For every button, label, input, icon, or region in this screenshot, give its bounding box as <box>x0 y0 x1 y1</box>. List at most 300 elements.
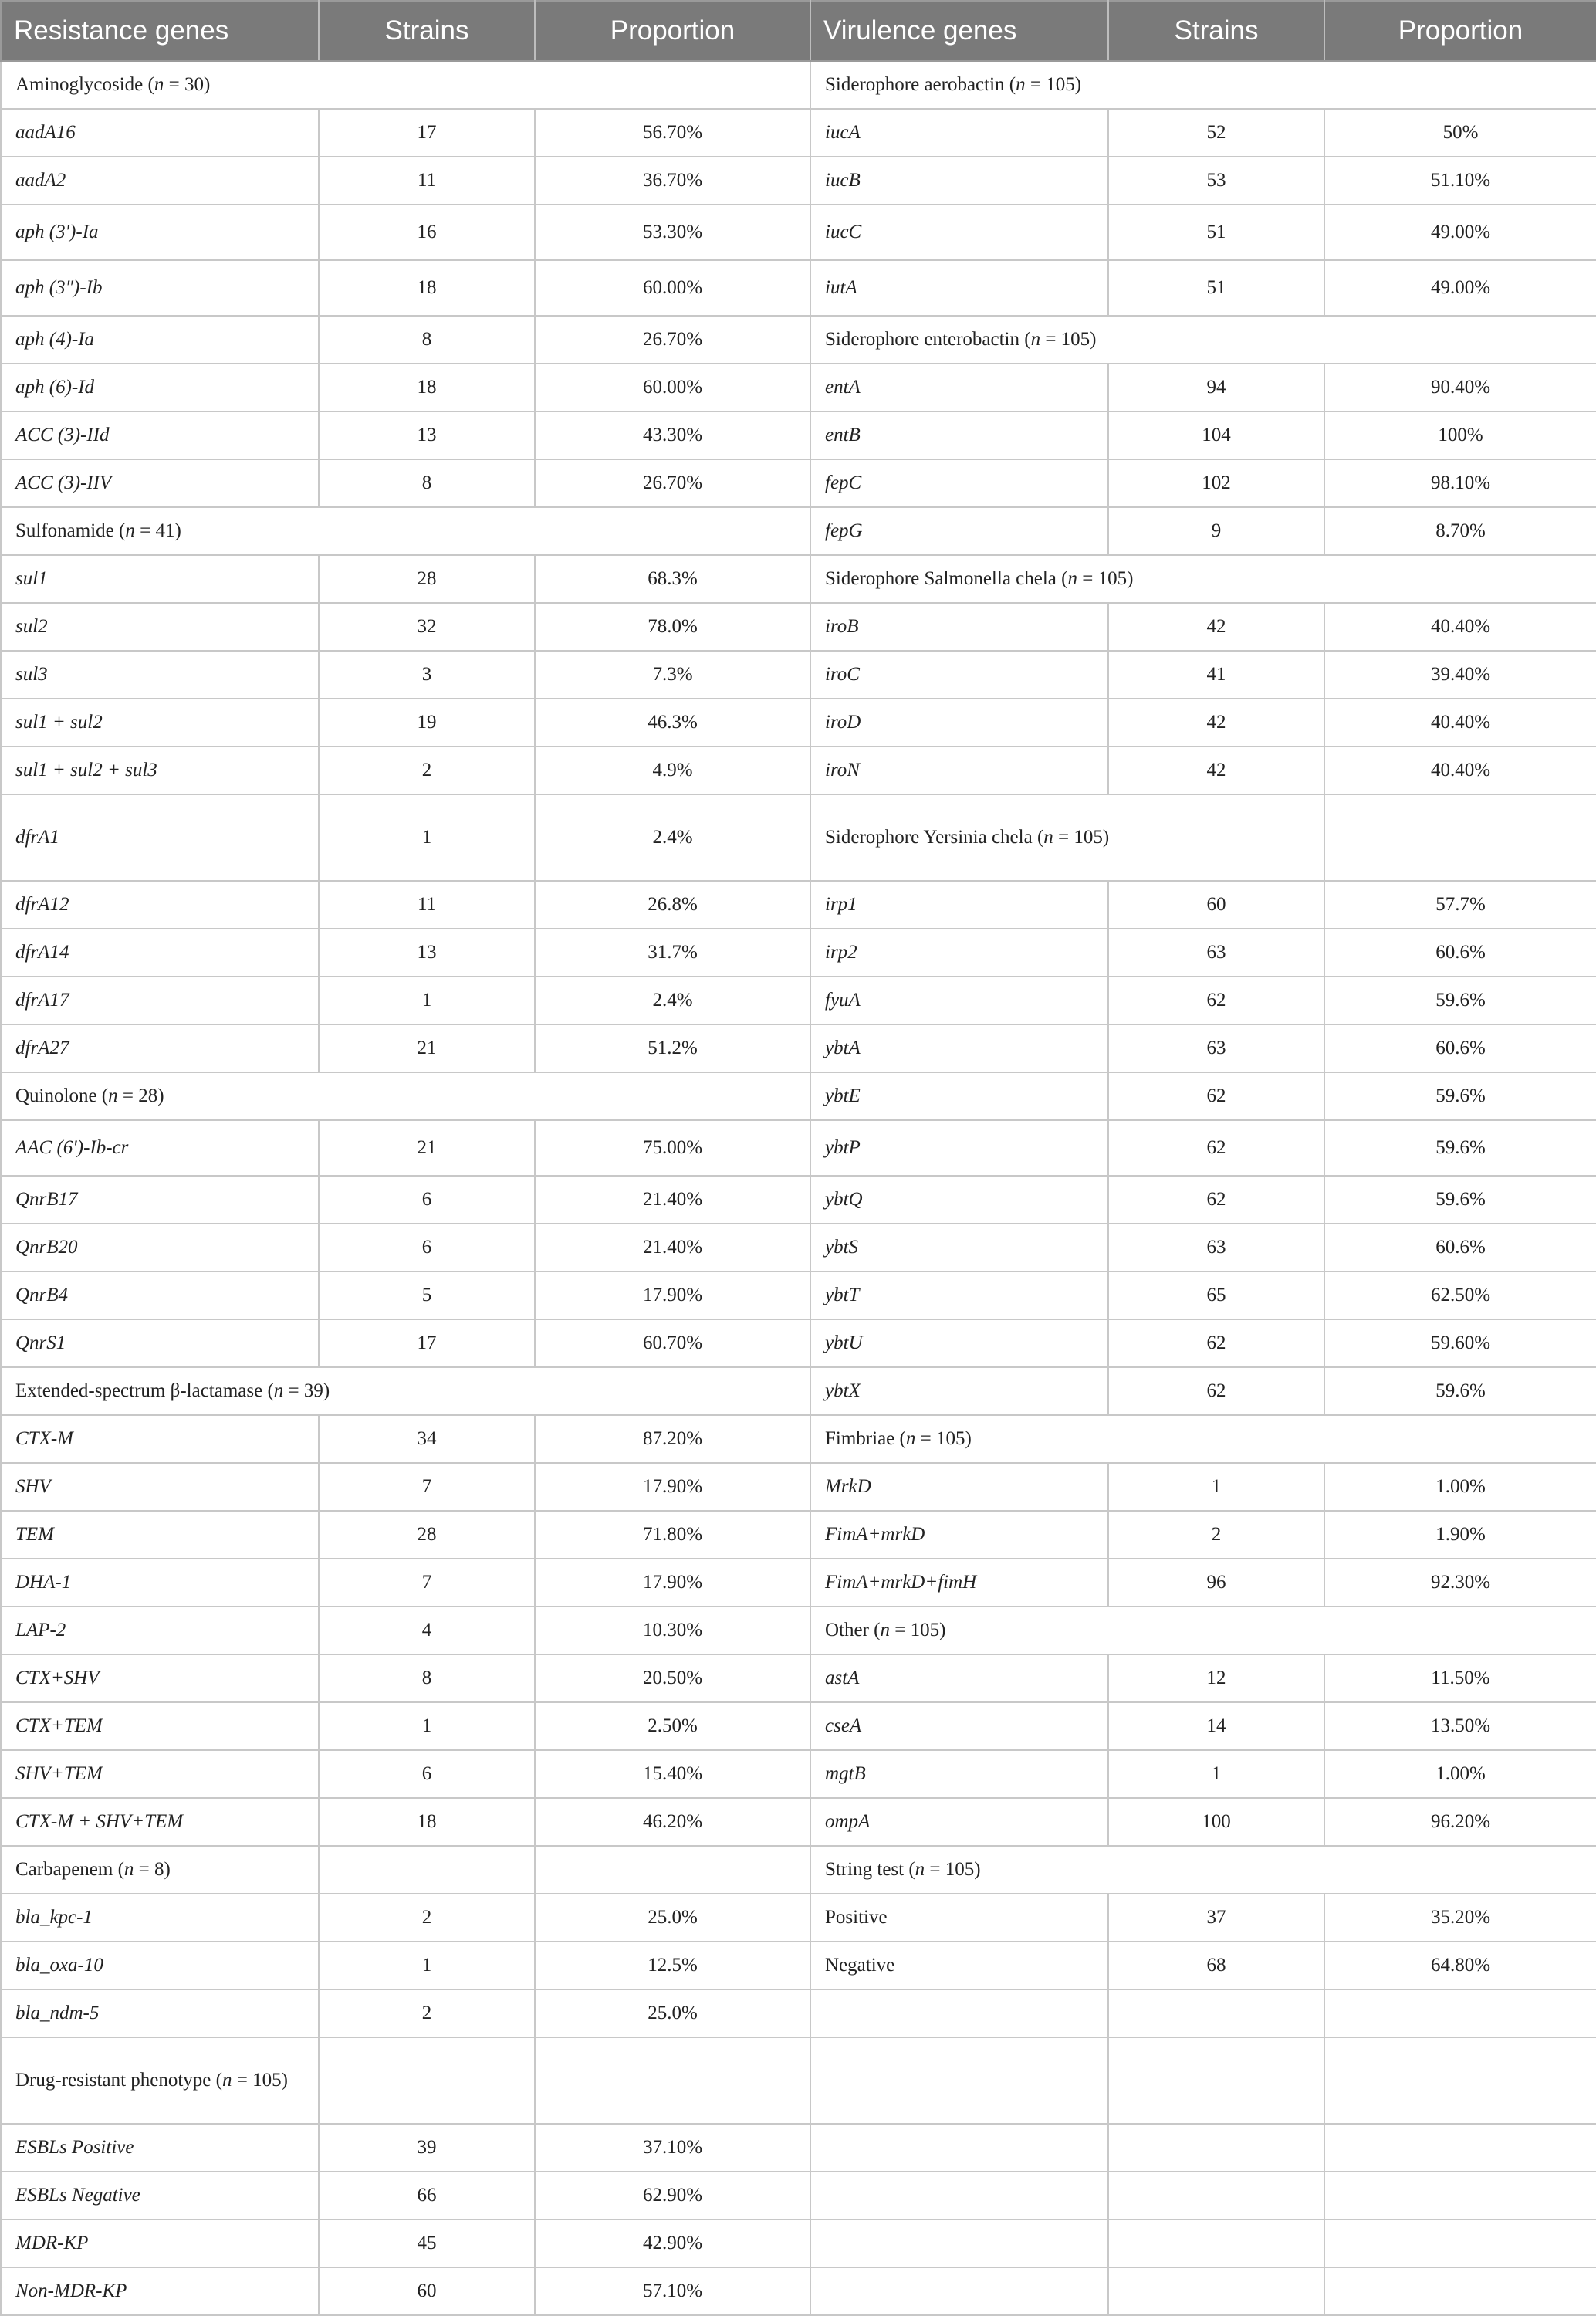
strains-cell: 60 <box>1108 881 1324 929</box>
proportion-cell: 39.40% <box>1324 651 1596 699</box>
strains-cell: 39 <box>319 2124 535 2172</box>
strains-cell: 9 <box>1108 507 1324 555</box>
gene-name-cell: ESBLs Positive <box>1 2124 319 2172</box>
gene-name-cell: aadA16 <box>1 109 319 157</box>
proportion-cell: 26.70% <box>535 316 810 364</box>
category-cell: Siderophore Salmonella chela (n = 105) <box>810 555 1596 603</box>
strains-cell: 94 <box>1108 364 1324 411</box>
proportion-cell: 12.5% <box>535 1942 810 1989</box>
proportion-cell: 46.20% <box>535 1798 810 1846</box>
gene-name-cell: ACC (3)-IId <box>1 411 319 459</box>
proportion-cell: 31.7% <box>535 929 810 977</box>
strains-cell: 42 <box>1108 699 1324 747</box>
table-row <box>1 651 1596 699</box>
proportion-cell: 2.50% <box>535 1702 810 1750</box>
strains-cell: 11 <box>319 881 535 929</box>
strains-cell: 28 <box>319 555 535 603</box>
proportion-cell: 60.6% <box>1324 929 1596 977</box>
table-row <box>1 1415 1596 1463</box>
gene-name-cell: aph (6)-Id <box>1 364 319 411</box>
empty-cell <box>1108 2124 1324 2172</box>
header-resistance-genes: Resistance genes <box>1 1 319 61</box>
strains-cell: 34 <box>319 1415 535 1463</box>
strains-cell: 8 <box>319 316 535 364</box>
gene-name-cell: dfrA17 <box>1 977 319 1024</box>
proportion-cell: 43.30% <box>535 411 810 459</box>
gene-name-cell: FimA+mrkD <box>810 1511 1108 1559</box>
gene-name-cell: aph (3′)-Ia <box>1 205 319 260</box>
proportion-cell: 26.8% <box>535 881 810 929</box>
empty-cell <box>1108 2220 1324 2267</box>
empty-cell <box>1324 794 1596 881</box>
gene-name-cell: bla_oxa-10 <box>1 1942 319 1989</box>
strains-cell: 62 <box>1108 1072 1324 1120</box>
empty-cell <box>1324 2172 1596 2220</box>
table-row <box>1 1271 1596 1319</box>
proportion-cell: 17.90% <box>535 1559 810 1607</box>
gene-name-cell: bla_ndm-5 <box>1 1989 319 2037</box>
gene-name-cell: entA <box>810 364 1108 411</box>
gene-name-cell: AAC (6′)-Ib-cr <box>1 1120 319 1176</box>
proportion-cell: 20.50% <box>535 1654 810 1702</box>
proportion-cell: 40.40% <box>1324 747 1596 794</box>
proportion-cell: 59.6% <box>1324 1072 1596 1120</box>
proportion-cell: 51.10% <box>1324 157 1596 205</box>
strains-cell: 21 <box>319 1120 535 1176</box>
table-row <box>1 316 1596 364</box>
category-cell: Fimbriae (n = 105) <box>810 1415 1596 1463</box>
gene-name-cell: bla_kpc-1 <box>1 1894 319 1942</box>
empty-cell <box>1324 2220 1596 2267</box>
strains-cell: 51 <box>1108 260 1324 316</box>
table-row <box>1 2267 1596 2315</box>
proportion-cell: 26.70% <box>535 459 810 507</box>
strains-cell: 104 <box>1108 411 1324 459</box>
proportion-cell: 59.6% <box>1324 977 1596 1024</box>
header-row <box>1 1 1596 61</box>
empty-cell <box>535 2037 810 2124</box>
table-row <box>1 2220 1596 2267</box>
category-cell: Drug-resistant phenotype (n = 105) <box>1 2037 319 2124</box>
proportion-cell: 60.6% <box>1324 1024 1596 1072</box>
table-row <box>1 1319 1596 1367</box>
table-row <box>1 555 1596 603</box>
proportion-cell: 2.4% <box>535 977 810 1024</box>
strains-cell: 68 <box>1108 1942 1324 1989</box>
empty-cell <box>1108 1989 1324 2037</box>
proportion-cell: 60.00% <box>535 364 810 411</box>
table-row <box>1 260 1596 316</box>
proportion-cell: 57.10% <box>535 2267 810 2315</box>
empty-cell <box>535 1846 810 1894</box>
table-row <box>1 2172 1596 2220</box>
header-strains-left: Strains <box>319 1 535 61</box>
strains-cell: 1 <box>1108 1750 1324 1798</box>
gene-name-cell: sul2 <box>1 603 319 651</box>
strains-cell: 12 <box>1108 1654 1324 1702</box>
gene-name-cell: fepG <box>810 507 1108 555</box>
strains-cell: 52 <box>1108 109 1324 157</box>
gene-name-cell: dfrA27 <box>1 1024 319 1072</box>
proportion-cell: 75.00% <box>535 1120 810 1176</box>
category-cell: Carbapenem (n = 8) <box>1 1846 319 1894</box>
gene-name-cell: CTX-M + SHV+TEM <box>1 1798 319 1846</box>
strains-cell: 3 <box>319 651 535 699</box>
proportion-cell: 90.40% <box>1324 364 1596 411</box>
gene-name-cell: ybtS <box>810 1224 1108 1271</box>
strains-cell: 7 <box>319 1463 535 1511</box>
strains-cell: 96 <box>1108 1559 1324 1607</box>
category-cell: Sulfonamide (n = 41) <box>1 507 810 555</box>
proportion-cell: 17.90% <box>535 1271 810 1319</box>
table-row <box>1 411 1596 459</box>
strains-cell: 62 <box>1108 1367 1324 1415</box>
strains-cell: 14 <box>1108 1702 1324 1750</box>
proportion-cell: 98.10% <box>1324 459 1596 507</box>
gene-name-cell: irp1 <box>810 881 1108 929</box>
proportion-cell: 56.70% <box>535 109 810 157</box>
strains-cell: 7 <box>319 1559 535 1607</box>
strains-cell: 41 <box>1108 651 1324 699</box>
table-row <box>1 1989 1596 2037</box>
gene-name-cell: Positive <box>810 1894 1108 1942</box>
proportion-cell: 96.20% <box>1324 1798 1596 1846</box>
strains-cell: 6 <box>319 1750 535 1798</box>
table-row <box>1 2124 1596 2172</box>
table-row <box>1 929 1596 977</box>
gene-name-cell: aph (4)-Ia <box>1 316 319 364</box>
category-cell: String test (n = 105) <box>810 1846 1596 1894</box>
gene-name-cell: aadA2 <box>1 157 319 205</box>
empty-cell <box>810 2220 1108 2267</box>
proportion-cell: 49.00% <box>1324 205 1596 260</box>
gene-name-cell: ybtT <box>810 1271 1108 1319</box>
proportion-cell: 21.40% <box>535 1176 810 1224</box>
empty-cell <box>1324 2037 1596 2124</box>
proportion-cell: 36.70% <box>535 157 810 205</box>
strains-cell: 37 <box>1108 1894 1324 1942</box>
proportion-cell: 42.90% <box>535 2220 810 2267</box>
gene-name-cell: fyuA <box>810 977 1108 1024</box>
proportion-cell: 46.3% <box>535 699 810 747</box>
table-row <box>1 1607 1596 1654</box>
proportion-cell: 53.30% <box>535 205 810 260</box>
gene-name-cell: QnrB4 <box>1 1271 319 1319</box>
proportion-cell: 59.6% <box>1324 1367 1596 1415</box>
gene-name-cell: DHA-1 <box>1 1559 319 1607</box>
proportion-cell: 37.10% <box>535 2124 810 2172</box>
gene-name-cell: dfrA1 <box>1 794 319 881</box>
proportion-cell: 59.60% <box>1324 1319 1596 1367</box>
strains-cell: 51 <box>1108 205 1324 260</box>
gene-name-cell: dfrA14 <box>1 929 319 977</box>
proportion-cell: 62.50% <box>1324 1271 1596 1319</box>
proportion-cell: 4.9% <box>535 747 810 794</box>
table-row <box>1 459 1596 507</box>
header-proportion-right: Proportion <box>1324 1 1596 61</box>
table-row <box>1 61 1596 109</box>
table-row <box>1 1024 1596 1072</box>
table-row <box>1 2037 1596 2124</box>
strains-cell: 2 <box>319 1989 535 2037</box>
strains-cell: 18 <box>319 260 535 316</box>
table-row <box>1 109 1596 157</box>
gene-name-cell: TEM <box>1 1511 319 1559</box>
strains-cell: 19 <box>319 699 535 747</box>
table-row <box>1 507 1596 555</box>
strains-cell: 42 <box>1108 603 1324 651</box>
strains-cell: 63 <box>1108 1024 1324 1072</box>
table-row <box>1 157 1596 205</box>
proportion-cell: 7.3% <box>535 651 810 699</box>
gene-name-cell: entB <box>810 411 1108 459</box>
empty-cell <box>1108 2172 1324 2220</box>
category-cell: Aminoglycoside (n = 30) <box>1 61 810 109</box>
gene-name-cell: iroB <box>810 603 1108 651</box>
table-row <box>1 1511 1596 1559</box>
table-row <box>1 1120 1596 1176</box>
gene-name-cell: MDR-KP <box>1 2220 319 2267</box>
strains-cell: 1 <box>319 1702 535 1750</box>
table-row <box>1 1176 1596 1224</box>
strains-cell: 16 <box>319 205 535 260</box>
gene-name-cell: iucB <box>810 157 1108 205</box>
gene-name-cell: iroC <box>810 651 1108 699</box>
category-cell: Siderophore enterobactin (n = 105) <box>810 316 1596 364</box>
gene-name-cell: QnrB17 <box>1 1176 319 1224</box>
gene-name-cell: CTX+TEM <box>1 1702 319 1750</box>
strains-cell: 18 <box>319 1798 535 1846</box>
gene-name-cell: ybtQ <box>810 1176 1108 1224</box>
proportion-cell: 59.6% <box>1324 1176 1596 1224</box>
strains-cell: 4 <box>319 1607 535 1654</box>
strains-cell: 60 <box>319 2267 535 2315</box>
empty-cell <box>810 2124 1108 2172</box>
gene-name-cell: ybtU <box>810 1319 1108 1367</box>
strains-cell: 102 <box>1108 459 1324 507</box>
table-row <box>1 794 1596 881</box>
proportion-cell: 62.90% <box>535 2172 810 2220</box>
header-strains-right: Strains <box>1108 1 1324 61</box>
strains-cell: 53 <box>1108 157 1324 205</box>
gene-name-cell: sul1 + sul2 <box>1 699 319 747</box>
strains-cell: 17 <box>319 1319 535 1367</box>
category-cell: Quinolone (n = 28) <box>1 1072 810 1120</box>
gene-name-cell: Non-MDR-KP <box>1 2267 319 2315</box>
strains-cell: 5 <box>319 1271 535 1319</box>
strains-cell: 65 <box>1108 1271 1324 1319</box>
proportion-cell: 92.30% <box>1324 1559 1596 1607</box>
gene-name-cell: sul3 <box>1 651 319 699</box>
table-row <box>1 1894 1596 1942</box>
table-row <box>1 1750 1596 1798</box>
empty-cell <box>319 1846 535 1894</box>
strains-cell: 63 <box>1108 1224 1324 1271</box>
gene-name-cell: SHV+TEM <box>1 1750 319 1798</box>
strains-cell: 6 <box>319 1224 535 1271</box>
table-row <box>1 603 1596 651</box>
strains-cell: 21 <box>319 1024 535 1072</box>
gene-name-cell: astA <box>810 1654 1108 1702</box>
strains-cell: 1 <box>319 1942 535 1989</box>
proportion-cell: 60.00% <box>535 260 810 316</box>
strains-cell: 13 <box>319 411 535 459</box>
gene-name-cell: iucC <box>810 205 1108 260</box>
gene-name-cell: FimA+mrkD+fimH <box>810 1559 1108 1607</box>
strains-cell: 45 <box>319 2220 535 2267</box>
gene-name-cell: QnrB20 <box>1 1224 319 1271</box>
empty-cell <box>810 2037 1108 2124</box>
empty-cell <box>1324 1989 1596 2037</box>
table-row <box>1 364 1596 411</box>
proportion-cell: 35.20% <box>1324 1894 1596 1942</box>
empty-cell <box>1324 2267 1596 2315</box>
gene-name-cell: ybtE <box>810 1072 1108 1120</box>
gene-name-cell: sul1 <box>1 555 319 603</box>
strains-cell: 28 <box>319 1511 535 1559</box>
table-row <box>1 977 1596 1024</box>
strains-cell: 32 <box>319 603 535 651</box>
strains-cell: 62 <box>1108 1319 1324 1367</box>
gene-name-cell: aph (3″)-Ib <box>1 260 319 316</box>
proportion-cell: 1.90% <box>1324 1511 1596 1559</box>
strains-cell: 8 <box>319 459 535 507</box>
proportion-cell: 13.50% <box>1324 1702 1596 1750</box>
proportion-cell: 8.70% <box>1324 507 1596 555</box>
gene-name-cell: ybtP <box>810 1120 1108 1176</box>
gene-name-cell: QnrS1 <box>1 1319 319 1367</box>
proportion-cell: 15.40% <box>535 1750 810 1798</box>
gene-name-cell: fepC <box>810 459 1108 507</box>
proportion-cell: 87.20% <box>535 1415 810 1463</box>
strains-cell: 1 <box>1108 1463 1324 1511</box>
strains-cell: 62 <box>1108 977 1324 1024</box>
gene-name-cell: MrkD <box>810 1463 1108 1511</box>
header-proportion-left: Proportion <box>535 1 810 61</box>
gene-name-cell: LAP-2 <box>1 1607 319 1654</box>
proportion-cell: 25.0% <box>535 1989 810 2037</box>
proportion-cell: 21.40% <box>535 1224 810 1271</box>
gene-name-cell: ybtX <box>810 1367 1108 1415</box>
strains-cell: 11 <box>319 157 535 205</box>
proportion-cell: 25.0% <box>535 1894 810 1942</box>
gene-name-cell: dfrA12 <box>1 881 319 929</box>
empty-cell <box>1108 2267 1324 2315</box>
strains-cell: 100 <box>1108 1798 1324 1846</box>
category-cell: Other (n = 105) <box>810 1607 1596 1654</box>
category-cell: Siderophore aerobactin (n = 105) <box>810 61 1596 109</box>
proportion-cell: 2.4% <box>535 794 810 881</box>
gene-name-cell: cseA <box>810 1702 1108 1750</box>
gene-name-cell: ACC (3)-IIV <box>1 459 319 507</box>
table-row <box>1 1224 1596 1271</box>
proportion-cell: 49.00% <box>1324 260 1596 316</box>
gene-name-cell: iroD <box>810 699 1108 747</box>
proportion-cell: 17.90% <box>535 1463 810 1511</box>
table-row <box>1 1367 1596 1415</box>
category-cell: Siderophore Yersinia chela (n = 105) <box>810 794 1324 881</box>
table-row <box>1 1463 1596 1511</box>
empty-cell <box>810 1989 1108 2037</box>
table-row <box>1 1702 1596 1750</box>
proportion-cell: 60.6% <box>1324 1224 1596 1271</box>
proportion-cell: 50% <box>1324 109 1596 157</box>
table-row <box>1 205 1596 260</box>
gene-name-cell: iroN <box>810 747 1108 794</box>
proportion-cell: 40.40% <box>1324 603 1596 651</box>
gene-name-cell: irp2 <box>810 929 1108 977</box>
strains-cell: 1 <box>319 794 535 881</box>
category-cell: Extended-spectrum β-lactamase (n = 39) <box>1 1367 810 1415</box>
strains-cell: 2 <box>1108 1511 1324 1559</box>
proportion-cell: 78.0% <box>535 603 810 651</box>
strains-cell: 13 <box>319 929 535 977</box>
strains-cell: 62 <box>1108 1120 1324 1176</box>
proportion-cell: 68.3% <box>535 555 810 603</box>
strains-cell: 42 <box>1108 747 1324 794</box>
proportion-cell: 40.40% <box>1324 699 1596 747</box>
table-row <box>1 1654 1596 1702</box>
gene-name-cell: CTX-M <box>1 1415 319 1463</box>
empty-cell <box>810 2172 1108 2220</box>
gene-name-cell: iucA <box>810 109 1108 157</box>
table-row <box>1 747 1596 794</box>
proportion-cell: 100% <box>1324 411 1596 459</box>
empty-cell <box>1324 2124 1596 2172</box>
strains-cell: 6 <box>319 1176 535 1224</box>
gene-name-cell: ybtA <box>810 1024 1108 1072</box>
header-virulence-genes: Virulence genes <box>810 1 1108 61</box>
strains-cell: 63 <box>1108 929 1324 977</box>
gene-name-cell: CTX+SHV <box>1 1654 319 1702</box>
empty-cell <box>319 2037 535 2124</box>
table-row <box>1 1846 1596 1894</box>
proportion-cell: 59.6% <box>1324 1120 1596 1176</box>
empty-cell <box>1108 2037 1324 2124</box>
proportion-cell: 1.00% <box>1324 1463 1596 1511</box>
strains-cell: 17 <box>319 109 535 157</box>
table-row <box>1 1072 1596 1120</box>
table-row <box>1 699 1596 747</box>
gene-name-cell: sul1 + sul2 + sul3 <box>1 747 319 794</box>
table-row <box>1 1942 1596 1989</box>
gene-name-cell: Negative <box>810 1942 1108 1989</box>
strains-cell: 2 <box>319 747 535 794</box>
strains-cell: 18 <box>319 364 535 411</box>
gene-name-cell: ompA <box>810 1798 1108 1846</box>
proportion-cell: 10.30% <box>535 1607 810 1654</box>
table-row <box>1 1559 1596 1607</box>
proportion-cell: 71.80% <box>535 1511 810 1559</box>
proportion-cell: 11.50% <box>1324 1654 1596 1702</box>
table-row <box>1 881 1596 929</box>
proportion-cell: 60.70% <box>535 1319 810 1367</box>
strains-cell: 66 <box>319 2172 535 2220</box>
strains-cell: 8 <box>319 1654 535 1702</box>
proportion-cell: 51.2% <box>535 1024 810 1072</box>
proportion-cell: 64.80% <box>1324 1942 1596 1989</box>
proportion-cell: 57.7% <box>1324 881 1596 929</box>
proportion-cell: 1.00% <box>1324 1750 1596 1798</box>
strains-cell: 62 <box>1108 1176 1324 1224</box>
empty-cell <box>810 2267 1108 2315</box>
table-row <box>1 1798 1596 1846</box>
strains-cell: 2 <box>319 1894 535 1942</box>
gene-name-cell: mgtB <box>810 1750 1108 1798</box>
gene-name-cell: iutA <box>810 260 1108 316</box>
gene-name-cell: ESBLs Negative <box>1 2172 319 2220</box>
strains-cell: 1 <box>319 977 535 1024</box>
